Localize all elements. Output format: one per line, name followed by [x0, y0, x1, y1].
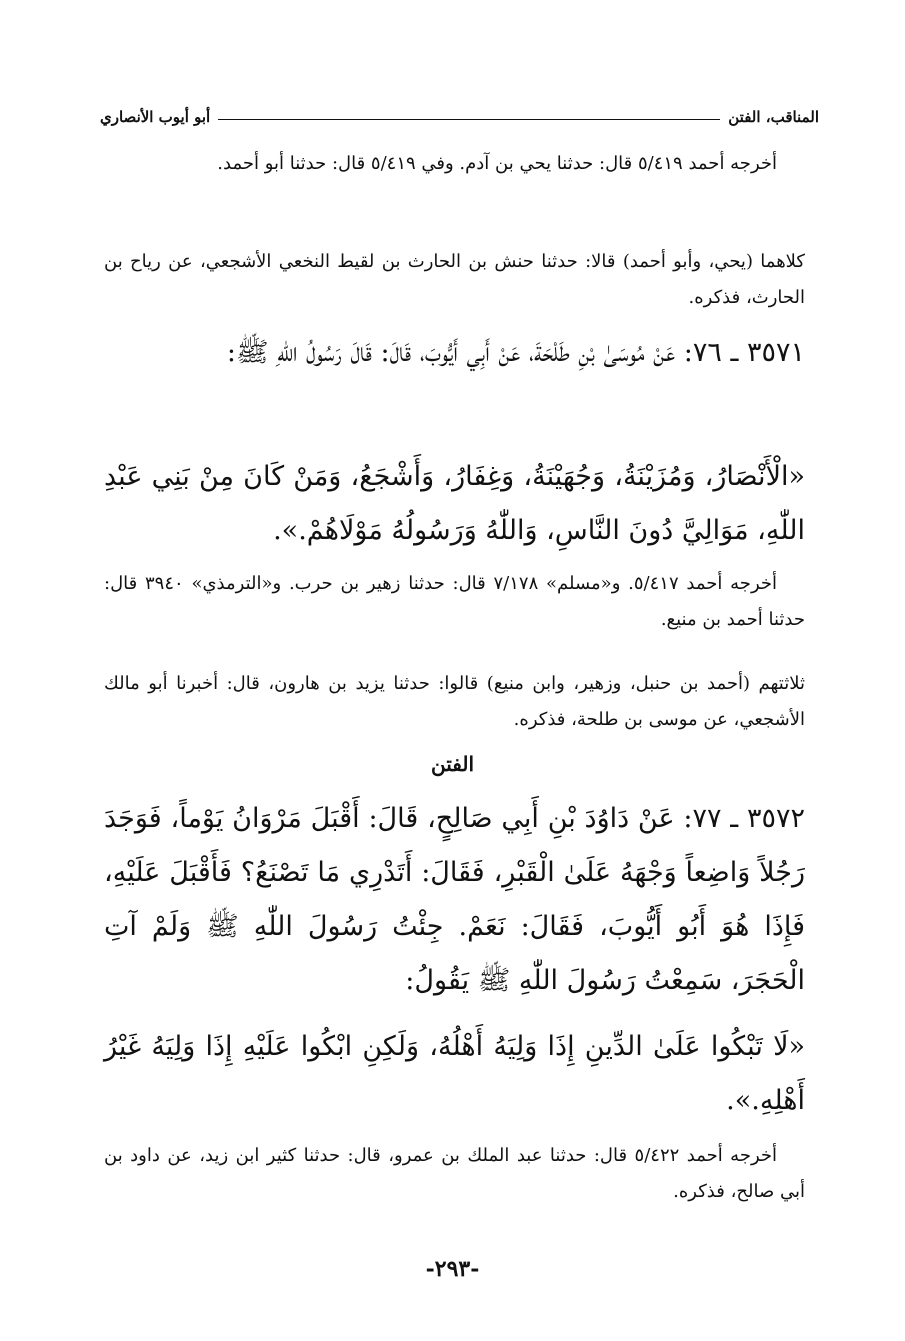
takhrij-paragraph-1: أخرجه أحمد ٥/٤١٩ قال: حدثنا يحي بن آدم. وفي ٥/٤١٩ قال: حدثنا أبو أحمد.: [217, 153, 777, 174]
header-rule: [218, 119, 720, 120]
section-heading: الفتن: [430, 752, 475, 776]
takhrij-paragraph-5: أخرجه أحمد ٥/٤٢٢ قال: حدثنا عبد الملك بن عمرو، قال: حدثنا كثير ابن زيد، عن داود بن أبي صالح، فذكره.: [104, 1145, 805, 1202]
running-header: [100, 92, 819, 126]
hadith-3572-chain: ٣٥٧٢ ـ ٧٧: عَنْ دَاوُدَ بْنِ أَبِي صَالِحٍ، قَالَ: أَقْبَلَ مَرْوَانُ يَوْماً، فَوَجَدَ رَجُلاً وَاضِعاً وَجْهَهُ عَلَىٰ الْقَبْرِ، فَقَالَ: أَتَدْرِي مَا تَصْنَعُ؟ فَأَقْبَلَ عَلَيْهِ، فَإِذَا هُوَ أَبُو أَيُّوبَ، فَقَالَ: نَعَمْ. جِئْتُ رَسُولَ اللّٰهِ ﷺ وَلَمْ آتِ الْحَجَرَ، سَمِعْتُ رَسُولَ اللّٰهِ ﷺ يَقُولُ:: [104, 803, 805, 996]
hadith-3572-text: «لَا تَبْكُوا عَلَىٰ الدِّينِ إِذَا وَلِيَهُ أَهْلُهُ، وَلَكِنِ ابْكُوا عَلَيْهِ إِذَا وَلِيَهُ غَيْرُ أَهْلِهِ.».: [104, 1031, 805, 1116]
hadith-3571-chain: ٣٥٧١ ـ ٧٦: عَنْ مُوسَىٰ بْنِ طَلْحَةَ، عَنْ أَبِي أَيُّوبَ، قَالَ: قَالَ رَسُولُ اللّٰهِ ﷺ:: [226, 337, 805, 368]
hadith-3571-text: «الْأَنْصَارُ، وَمُزَيْنَةُ، وَجُهَيْنَةُ، وَغِفَارُ، وَأَشْجَعُ، وَمَنْ كَانَ مِنْ بَنِي عَبْدِ اللّٰهِ، مَوَالِيَّ دُونَ النَّاسِ، وَاللّٰهُ وَرَسُولُهُ مَوْلَاهُمْ.».: [104, 461, 805, 546]
takhrij-paragraph-3: أخرجه أحمد ٥/٤١٧. و«مسلم» ٧/١٧٨ قال: حدثنا زهير بن حرب. و«الترمذي» ٣٩٤٠ قال: حدثنا أحمد بن منيع.: [104, 573, 805, 630]
page-number: -٢٩٣-: [425, 1256, 480, 1282]
header-right-title: المناقب، الفتن: [728, 108, 819, 126]
header-left-title: أبو أيوب الأنصاري: [100, 108, 211, 126]
takhrij-paragraph-4: ثلاثتهم (أحمد بن حنبل، وزهير، وابن منيع) قالوا: حدثنا يزيد بن هارون، قال: أخبرنا أبو مالك الأشجعي، عن موسى بن طلحة، فذكره.: [104, 673, 805, 730]
takhrij-paragraph-2: كلاهما (يحي، وأبو أحمد) قالا: حدثنا حنش بن الحارث بن لقيط النخعي الأشجعي، عن رياح بن الحارث، فذكره.: [104, 251, 805, 308]
